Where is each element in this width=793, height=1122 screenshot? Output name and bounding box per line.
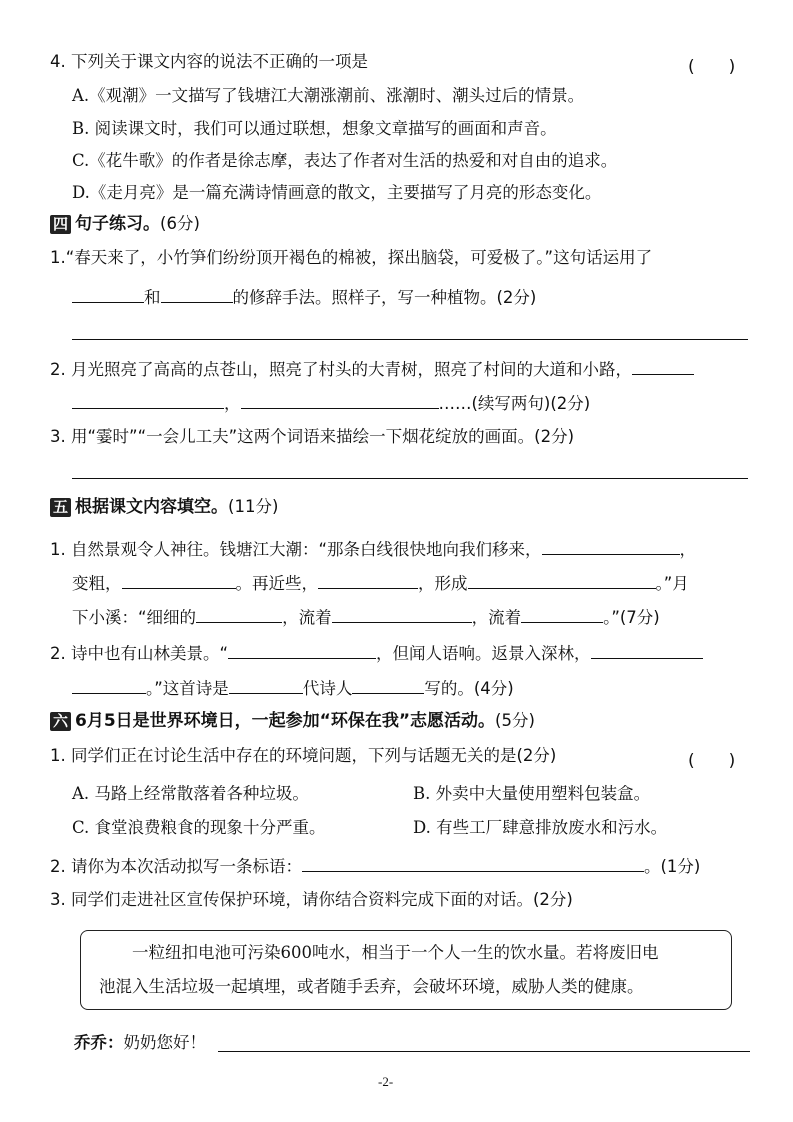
sec5-q1-blank-4[interactable] <box>468 572 656 589</box>
page-number: -2- <box>378 1074 394 1089</box>
sec5-q2-blank-1[interactable] <box>228 642 376 659</box>
sec5-q2-line1 <box>50 642 703 664</box>
sec4-q1-tail: 的修辞手法。照样子，写一种植物。(2分) <box>232 288 537 307</box>
sec5-q1-blank-3[interactable] <box>318 572 418 589</box>
sec5-q2-blank-3[interactable] <box>72 677 146 694</box>
sec5-q1-blank-7[interactable] <box>521 606 603 623</box>
section-5-title: 根据课文内容填空。 <box>75 497 229 517</box>
sec5-q2-blank-5[interactable] <box>352 677 424 694</box>
sec5-q1-l3c: ，流着 <box>471 608 522 627</box>
sec5-q2-l2b: 代诗人 <box>302 679 353 698</box>
sec5-q2-l2c: 写的。(4分) <box>424 679 514 698</box>
sec5-q1-line2 <box>72 572 689 594</box>
dialog-speaker: 乔乔： <box>74 1033 124 1052</box>
sec5-q1-l3d: 。”(7分) <box>603 608 660 627</box>
sec6-q1-option-c: C. 食堂浪费粮食的现象十分严重。 <box>72 818 326 837</box>
sec5-q2-l1a: 2. 诗中也有山林美景。“ <box>50 644 229 663</box>
sec4-q2-blank-1[interactable] <box>632 358 694 375</box>
section-6-title: 6月5日是世界环境日，一起参加“环保在我”志愿活动。 <box>75 711 496 731</box>
sec5-q1-end: ， <box>679 540 697 559</box>
section-5-score: (11分) <box>228 497 279 516</box>
sec5-q1-l3a: 下小溪：“细细的 <box>72 608 197 627</box>
sec6-q2 <box>50 855 700 877</box>
dialog-text: 奶奶您好！ <box>123 1033 206 1052</box>
sec4-q2-comma: ， <box>224 394 241 413</box>
sec4-q2-tail: ……(续写两句)(2分) <box>438 394 591 413</box>
sec5-q2-blank-4[interactable] <box>229 677 303 694</box>
sec4-q2-text: 2. 月光照亮了高高的点苍山，照亮了村头的大青树，照亮了村间的大道和小路， <box>50 360 632 379</box>
sec4-q2-line2 <box>72 392 590 414</box>
sec4-q2-blank-2[interactable] <box>72 392 224 409</box>
sec5-q2-l2a: 。”这首诗是 <box>146 679 229 698</box>
section-6-score: (5分) <box>495 711 535 730</box>
sec4-q1-blank-1[interactable] <box>72 286 144 303</box>
sec5-q1-line3 <box>72 606 660 628</box>
sec6-q1: 1. 同学们正在讨论生活中存在的环境问题，下列与话题无关的是(2分) <box>50 746 557 765</box>
section-5-heading <box>50 497 278 517</box>
section-6-badge: 六 <box>50 712 71 731</box>
q4-option-d: D.《走月亮》是一篇充满诗情画意的散文，主要描写了月亮的形态变化。 <box>72 183 602 202</box>
material-line-2: 池混入生活垃圾一起填埋，或者随手丢弃，会破坏环境，威胁人类的健康。 <box>99 977 644 996</box>
q4-stem: 4. 下列关于课文内容的说法不正确的一项是 <box>50 52 368 71</box>
sec4-q2-line1 <box>50 358 694 380</box>
sec6-q1-answer-bracket[interactable]: ( ) <box>688 751 736 771</box>
material-line-1: 一粒纽扣电池可污染600吨水，相当于一个人一生的饮水量。若将废旧电 <box>99 943 659 962</box>
sec6-q1-option-b: B. 外卖中大量使用塑料包装盒。 <box>413 784 651 803</box>
sec5-q1-blank-1[interactable] <box>542 538 680 555</box>
sec6-q2-text: 2. 请你为本次活动拟写一条标语： <box>50 857 302 876</box>
sec6-q2-slogan-blank[interactable] <box>302 855 644 872</box>
q4-option-b: B. 阅读课文时，我们可以通过联想，想象文章描写的画面和声音。 <box>72 119 557 138</box>
section-4-title: 句子练习。 <box>75 214 161 234</box>
sec4-q3-answer-line[interactable] <box>72 478 748 479</box>
dialog-answer-line[interactable] <box>218 1051 750 1052</box>
sec5-q1-text: 1. 自然景观令人神往。钱塘江大潮：“那条白线很快地向我们移来， <box>50 540 542 559</box>
section-6-heading <box>50 711 535 731</box>
sec6-q1-option-d: D. 有些工厂肆意排放废水和污水。 <box>413 818 668 837</box>
sec5-q1-blank-2[interactable] <box>122 572 236 589</box>
sec4-q2-blank-3[interactable] <box>241 392 439 409</box>
material-box <box>80 930 732 1010</box>
sec5-q1-blank-5[interactable] <box>196 606 282 623</box>
section-4-heading <box>50 214 200 234</box>
sec5-q2-l1b: ，但闻人语响。返景入深林， <box>376 644 591 663</box>
sec5-q1-l2a: 变粗， <box>72 574 122 593</box>
section-5-badge: 五 <box>50 498 71 517</box>
sec6-q1-option-a: A. 马路上经常散落着各种垃圾。 <box>72 784 309 803</box>
sec4-q1-answer-line[interactable] <box>72 339 748 340</box>
section-4-score: (6分) <box>160 214 200 233</box>
sec4-q1-line1: 1.“春天来了，小竹笋们纷纷顶开褐色的棉被，探出脑袋，可爱极了。”这句话运用了 <box>50 248 653 267</box>
sec4-q1-and: 和 <box>144 288 161 307</box>
sec5-q1-l2c: ，形成 <box>418 574 468 593</box>
section-4-badge: 四 <box>50 215 71 234</box>
sec5-q1-blank-6[interactable] <box>332 606 472 623</box>
sec4-q3: 3. 用“霎时”“一会儿工夫”这两个词语来描绘一下烟花绽放的画面。(2分) <box>50 427 575 446</box>
sec4-q1-blank-2[interactable] <box>161 286 233 303</box>
sec4-q1-line2 <box>72 286 536 308</box>
sec5-q2-line2 <box>72 677 514 699</box>
sec5-q1-line1 <box>50 538 696 560</box>
q4-option-c: C.《花牛歌》的作者是徐志摩，表达了作者对生活的热爱和对自由的追求。 <box>72 151 618 170</box>
sec5-q2-blank-2[interactable] <box>591 642 703 659</box>
sec5-q1-l3b: ，流着 <box>282 608 332 627</box>
sec5-q1-l2d: 。”月 <box>655 574 689 593</box>
sec6-q3: 3. 同学们走进社区宣传保护环境，请你结合资料完成下面的对话。(2分) <box>50 890 573 909</box>
sec5-q1-l2b: 。再近些， <box>235 574 318 593</box>
q4-answer-bracket[interactable]: ( ) <box>688 57 736 77</box>
q4-option-a: A.《观潮》一文描写了钱塘江大潮涨潮前、涨潮时、潮头过后的情景。 <box>72 86 585 105</box>
sec6-q2-tail: 。(1分) <box>644 857 701 876</box>
dialog-line <box>74 1033 206 1053</box>
